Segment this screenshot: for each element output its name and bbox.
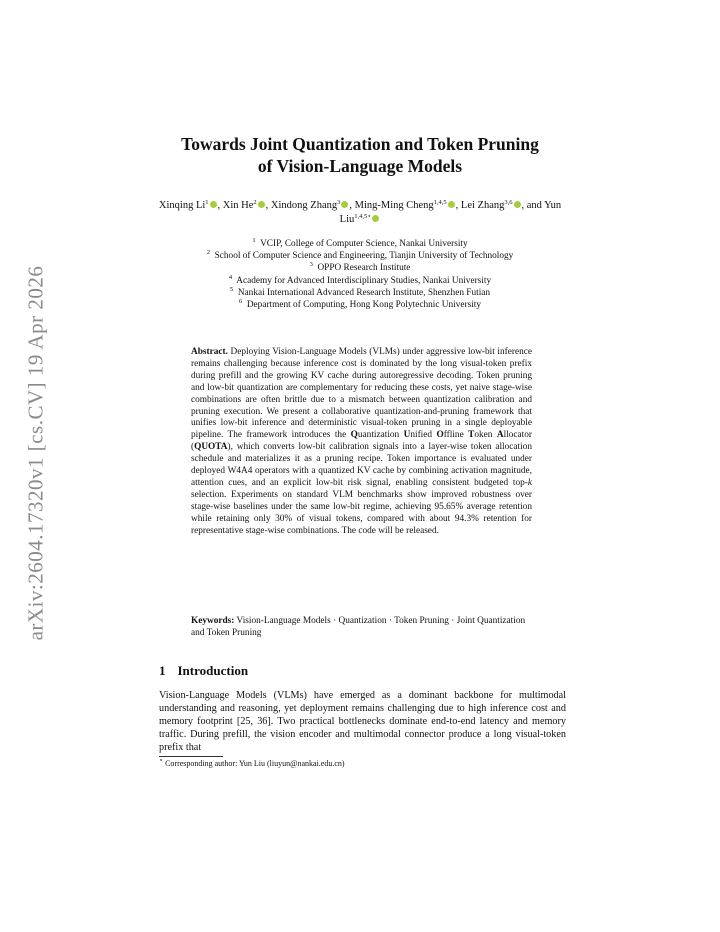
orcid-icon[interactable] bbox=[341, 201, 348, 208]
affiliation-number: 1 bbox=[252, 237, 256, 244]
author-affil-mark: 1,4,5⋆ bbox=[354, 213, 372, 220]
affiliation bbox=[140, 250, 580, 262]
affiliation bbox=[140, 275, 580, 287]
affiliation-number: 2 bbox=[206, 249, 210, 257]
acronym-word: ffline bbox=[443, 430, 469, 441]
affiliation-text: School of Computer Science and Engineering, Tianjin University of Technology bbox=[214, 251, 514, 262]
orcid-icon[interactable] bbox=[514, 201, 521, 208]
affiliation-number: 6 bbox=[238, 298, 243, 306]
affiliation-text: Department of Computing, Hong Kong Polytechnic University bbox=[246, 300, 482, 311]
affiliation bbox=[140, 287, 580, 299]
paper-title bbox=[140, 133, 580, 177]
acronym: QUOTA bbox=[194, 442, 228, 453]
author-list bbox=[150, 199, 570, 227]
affiliation-list bbox=[140, 238, 580, 311]
affiliation-number: 4 bbox=[228, 273, 233, 281]
affiliation bbox=[140, 262, 580, 274]
affiliation-text: Nankai International Advanced Research Institute, Shenzhen Futian bbox=[237, 287, 491, 298]
author-name: , Xin He bbox=[217, 200, 254, 211]
intro-paragraph: Vision-Language Models (VLMs) have emerged as a dominant backbone for multimodal understanding and reasoning, yet deployment remains challenging due to high inference cost and memory footprint [25, 36]. Two practical bottlenecks dominate end-to-end latency and memory traffic. During prefill, the vision encoder and multimodal connector produce a long visual-token prefix that bbox=[159, 690, 566, 754]
keywords-label: Keywords: bbox=[191, 616, 235, 626]
orcid-icon[interactable] bbox=[258, 201, 265, 208]
affiliation-text: Academy for Advanced Interdisciplinary Studies, Nankai University bbox=[236, 275, 492, 286]
author-name: , Lei Zhang bbox=[455, 200, 505, 211]
abstract-label: Abstract. bbox=[191, 347, 228, 357]
footnote-mark: ⋆ bbox=[159, 757, 164, 764]
author-affil-mark: 3,6 bbox=[504, 199, 513, 206]
footnote bbox=[159, 758, 345, 769]
section-heading bbox=[159, 663, 248, 679]
section-number: 1 bbox=[159, 663, 166, 678]
footnote-rule bbox=[159, 756, 223, 757]
affiliation-number: 3 bbox=[309, 261, 313, 269]
author-name: Xinqing Li bbox=[158, 200, 206, 211]
title-line-1: Towards Joint Quantization and Token Pruning bbox=[181, 134, 539, 154]
keywords bbox=[191, 616, 532, 640]
author-name: , and Yun Liu bbox=[339, 200, 562, 225]
footnote-text: Corresponding author: Yun Liu (liuyun@nankai.edu.cn) bbox=[165, 759, 345, 768]
acronym-word: uantization bbox=[357, 430, 404, 441]
author-affil-mark: 1,4,5 bbox=[433, 199, 447, 206]
abstract-text: ( bbox=[191, 442, 195, 453]
author-name: , Ming-Ming Cheng bbox=[349, 200, 434, 211]
acronym-letter: A bbox=[496, 430, 504, 441]
title-line-2: of Vision-Language Models bbox=[257, 156, 463, 176]
abstract bbox=[191, 347, 532, 538]
affiliation bbox=[140, 299, 580, 311]
affiliation-text: VCIP, College of Computer Science, Nankai University bbox=[260, 239, 468, 249]
author-affil-mark: 2 bbox=[253, 199, 257, 206]
affiliation-text: OPPO Research Institute bbox=[317, 263, 411, 274]
abstract-text: Deploying Vision-Language Models (VLMs) under aggressive low-bit inference remains challenging because inference cost is dominated by the long visual-token prefix during prefill and the growing KV cache during autoregressive decoding. Token pruning and low-bit quantization are complementary for reducing these costs, yet naive stage-wise combinations are often brittle due to a mismatch between quantization calibration and pruning execution. We present a collaborative quantization-and-pruning framework that unifies low-bit inference and deterministic visual-token pruning in a single deployable pipeline. The framework introduces the bbox=[191, 347, 532, 441]
abstract-text: ), which converts low-bit calibration signals into a layer-wise token allocation schedule and materializes it as a pruning recipe. Token importance is evaluated under deployed W4A4 operators with a quantized KV cache by combining activation magnitude, attention cues, and an explicit low-bit risk signal, enabling consistent budgeted top- bbox=[191, 442, 532, 488]
section-title: Introduction bbox=[177, 663, 249, 678]
acronym-word: nified bbox=[410, 430, 437, 441]
orcid-icon[interactable] bbox=[372, 215, 379, 222]
acronym-letter: T bbox=[468, 430, 475, 441]
keywords-text: Vision-Language Models · Quantization · Token Pruning · Joint Quantization and Token Pruning bbox=[191, 616, 526, 638]
abstract-text: selection. Experiments on standard VLM benchmarks show improved robustness over stage-wise baselines under the same low-bit regime, achieving 95.65% average retention while retaining only 30% of visual tokens, compared with about 94.3% retention for representative stage-wise combinations. The code will be released. bbox=[191, 489, 532, 536]
math-variable: k bbox=[527, 477, 532, 488]
affiliation-number: 5 bbox=[229, 285, 234, 293]
arxiv-identifier: arXiv:2604.17320v1 [cs.CV] 19 Apr 2026 bbox=[23, 265, 48, 641]
author-affil-mark: 3 bbox=[337, 199, 341, 206]
acronym-letter: Q bbox=[350, 430, 358, 441]
author-name: , Xindong Zhang bbox=[265, 200, 338, 211]
arxiv-sidebar bbox=[20, 258, 52, 648]
acronym-letter: U bbox=[403, 430, 411, 441]
acronym-letter: O bbox=[436, 430, 444, 441]
acronym-word: llocator bbox=[503, 430, 533, 441]
acronym-word: oken bbox=[474, 430, 497, 441]
orcid-icon[interactable] bbox=[210, 201, 217, 208]
author-affil-mark: 1 bbox=[205, 199, 209, 206]
orcid-icon[interactable] bbox=[448, 201, 455, 208]
